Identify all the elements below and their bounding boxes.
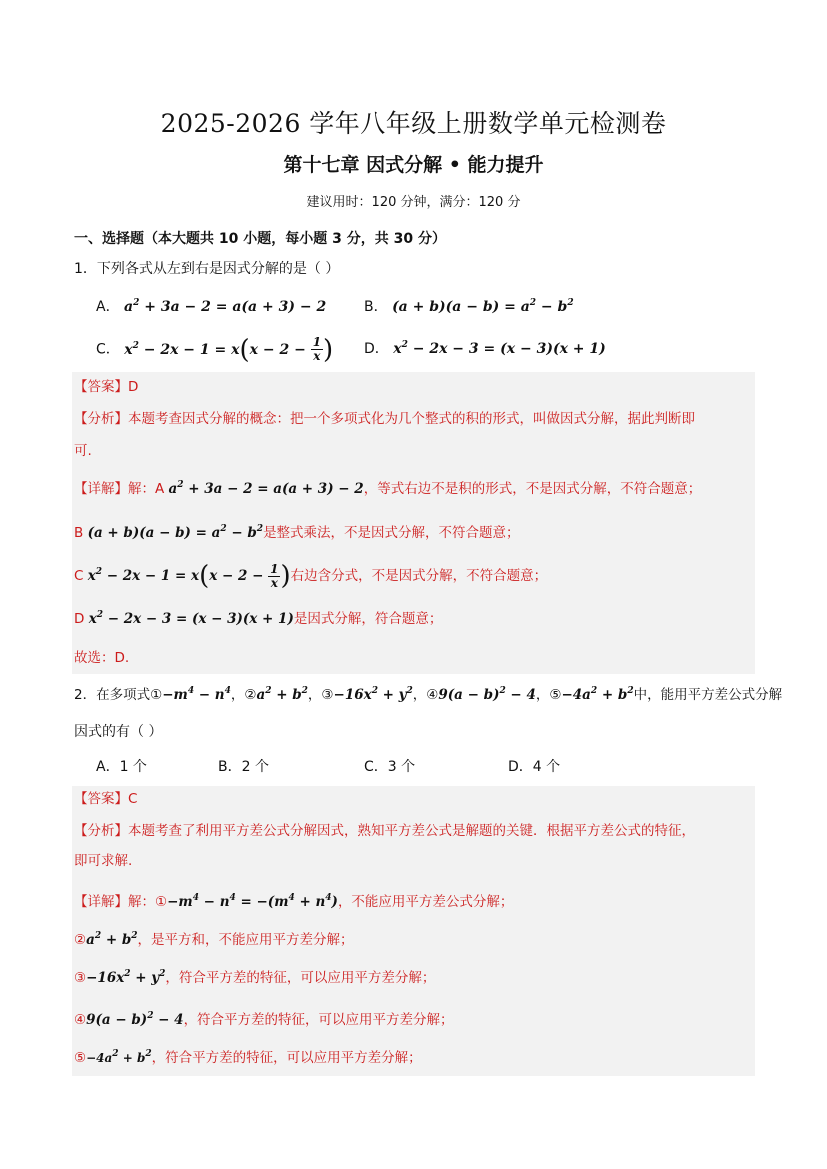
q2-detail-5-formula: $-4a^2 + b^2$ xyxy=(86,1049,152,1065)
q1-option-c-formula: $x^2 - 2x - 1 = x(x - 2$ − $\frac{1}{x}$ ) xyxy=(124,334,334,365)
q1-analysis-line-1: 【分析】本题考查因式分解的概念：把一个多项式化为几个整式的积的形式，叫做因式分解，据此判断即 xyxy=(74,411,695,427)
q1-detail-a xyxy=(74,478,701,500)
q1-detail-c-formula: $x^2 - 2x - 1 = x(x - 2$ − $\frac{1}{x}$ ) xyxy=(87,561,291,591)
q1-detail-tag: 【详解】 xyxy=(74,481,128,497)
section-heading: 一、选择题（本大题共 10 小题，每小题 3 分，共 30 分） xyxy=(74,231,446,247)
q2-detail-3-pre: ③ xyxy=(74,970,87,986)
q1-detail-c-post: 右边含分式，不是因式分解，不符合题意； xyxy=(290,568,548,584)
q1-detail-a-pre: 解：A xyxy=(128,481,169,497)
q2-detail-1 xyxy=(74,891,513,913)
q2-analysis-line-2: 即可求解. xyxy=(74,853,133,869)
q1-analysis-line-2: 可. xyxy=(74,443,92,459)
q2-detail-5-post: ，符合平方差的特征，可以应用平方差分解； xyxy=(151,1050,422,1066)
q1-option-c xyxy=(96,336,333,363)
q1-detail-d xyxy=(74,608,442,630)
q2-detail-2-formula: $a^2 + b^2$ xyxy=(86,931,138,948)
q2-detail-4-pre: ④ xyxy=(74,1012,87,1028)
q2-detail-3 xyxy=(74,967,435,989)
q2-item-5: $⑤-4a^2 + b^2$ xyxy=(549,686,634,703)
q1-option-d-label: D． xyxy=(364,341,389,357)
page-subtitle: 第十七章 因式分解 • 能力提升 xyxy=(283,154,544,176)
q2-detail-4-post: ，符合平方差的特征，可以应用平方差分解； xyxy=(183,1012,454,1028)
q2-item-3: $③-16x^2 + y^2$， xyxy=(321,686,427,703)
question-2-stem-line-2: 因式的有（ ） xyxy=(74,724,163,740)
q2-item-1: $①-m^4 - n^4$， xyxy=(150,686,245,703)
q2-detail-2-pre: ② xyxy=(74,932,87,948)
q2-detail-2 xyxy=(74,929,354,951)
q1-option-d-formula: $x^2 - 2x - 3 = (x - 3)(x + 1)$ xyxy=(393,340,606,357)
q1-option-b-label: B． xyxy=(364,299,388,315)
q1-option-d xyxy=(364,338,606,360)
q2-detail-3-formula: $-16x^2 + y^2$ xyxy=(86,969,166,986)
page-title: 2025-2026 学年八年级上册数学单元检测卷 xyxy=(160,109,667,138)
q1-detail-b-formula: $(a + b)(a - b) = a^2 - b^2$ xyxy=(87,524,264,541)
question-2-stem xyxy=(74,684,782,706)
q1-detail-a-post: ，等式右边不是积的形式，不是因式分解，不符合题意； xyxy=(363,481,702,497)
q1-detail-c xyxy=(74,563,547,590)
q2-detail-1-formula: $-m^4 - n^4 = -(m^4 + n^4)$ xyxy=(167,893,338,910)
q2-stem-pre: 2．在多项式 xyxy=(74,687,151,703)
q2-detail-5-pre: ⑤ xyxy=(74,1050,87,1066)
q1-detail-b xyxy=(74,522,520,544)
q1-detail-b-post: 是整式乘法，不是因式分解，不符合题意； xyxy=(263,525,520,541)
q1-detail-d-post: 是因式分解，符合题意； xyxy=(293,611,443,627)
q2-option-c: C．3 个 xyxy=(364,759,416,775)
q1-detail-d-pre: D xyxy=(74,611,89,627)
q2-detail-tag: 【详解】 xyxy=(74,894,128,910)
q2-stem-post: 中，能用平方差公式分解 xyxy=(633,687,783,703)
q1-option-a xyxy=(96,296,326,318)
q1-option-b xyxy=(364,296,574,318)
question-1-stem: 1．下列各式从左到右是因式分解的是（ ） xyxy=(74,261,340,277)
q1-option-c-label: C． xyxy=(96,341,120,358)
q2-answer: 【答案】C xyxy=(74,791,138,807)
q2-item-4: ④9(a − b)$^2$ − 4， xyxy=(426,686,550,703)
q2-detail-2-post: ，是平方和，不能应用平方差分解； xyxy=(137,932,354,948)
q1-detail-d-formula: $x^2 - 2x - 3 = (x - 3)(x + 1)$ xyxy=(88,610,294,627)
q2-option-d: D．4 个 xyxy=(508,759,561,775)
q1-option-a-label: A． xyxy=(96,299,120,315)
q2-detail-5 xyxy=(74,1047,422,1069)
q2-detail-4-formula: $9(a - b)^2 - 4$ xyxy=(86,1011,184,1028)
q2-analysis-line-1: 【分析】本题考查了利用平方差公式分解因式，熟知平方差公式是解题的关键．根据平方差公式的特征， xyxy=(74,823,695,839)
q2-detail-1-post: ，不能应用平方差公式分解； xyxy=(337,894,514,910)
q2-detail-4 xyxy=(74,1009,454,1031)
q1-option-b-formula: $(a + b)(a - b) = a^2 - b^2$ xyxy=(392,298,574,315)
q2-detail-3-post: ，符合平方差的特征，可以应用平方差分解； xyxy=(165,970,436,986)
q2-item-2: $②a^2 + b^2$， xyxy=(244,686,322,703)
q1-detail-b-pre: B xyxy=(74,525,88,541)
q2-option-a: A．1 个 xyxy=(96,759,147,775)
q1-conclusion: 故选：D. xyxy=(74,650,130,666)
q1-answer: 【答案】D xyxy=(74,379,139,395)
q2-option-b: B．2 个 xyxy=(218,759,269,775)
time-note: 建议用时：120 分钟，满分：120 分 xyxy=(306,195,521,210)
q1-option-a-formula: $a^2 + 3a - 2 = a(a + 3) - 2$ xyxy=(124,298,327,315)
q2-detail-1-pre: 解：① xyxy=(128,894,168,910)
q1-detail-a-formula: $a^2 + 3a - 2 = a(a + 3) - 2$ xyxy=(168,480,364,497)
q1-detail-c-pre: C xyxy=(74,568,88,584)
